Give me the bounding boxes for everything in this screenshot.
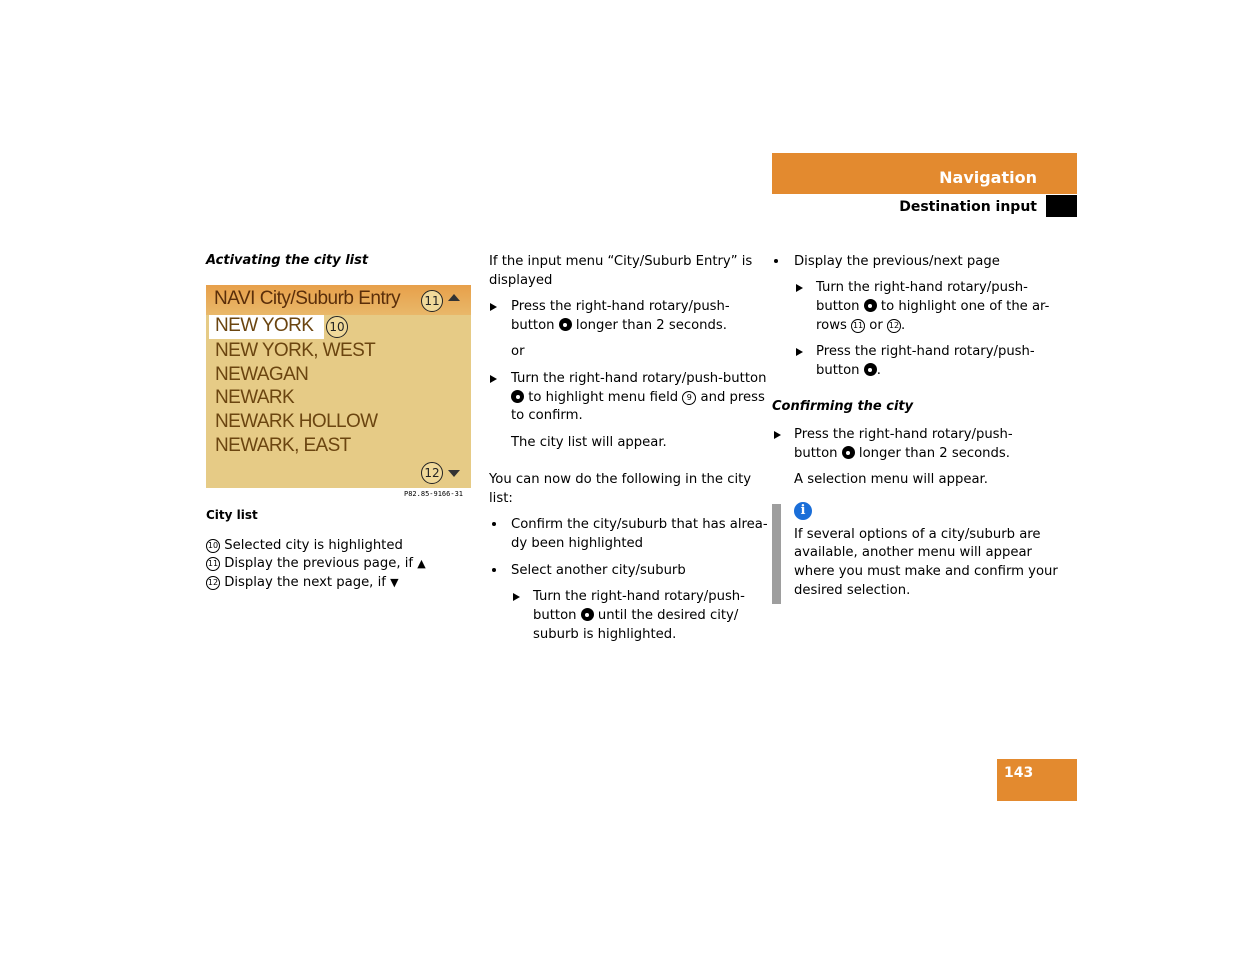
step-text: Turn the right-hand rotary/push-	[816, 280, 1028, 295]
step-text: Press the right-hand rotary/push-	[816, 344, 1035, 359]
rotary-knob-icon	[581, 608, 594, 621]
city-item: NEWARK HOLLOW	[215, 411, 378, 432]
figure-caption: City list	[206, 508, 258, 522]
body-text: list:	[489, 491, 513, 506]
header-tab-marker	[1046, 195, 1077, 217]
legend-item	[206, 573, 399, 592]
callout-number: 10	[206, 539, 220, 553]
body-text: You can now do the following in the city	[489, 472, 752, 487]
step-arrow-icon	[490, 303, 497, 311]
info-text: desired selection.	[794, 583, 911, 598]
step-text: button longer than 2 seconds.	[794, 446, 1010, 461]
rotary-knob-icon	[864, 363, 877, 376]
callout-number: 11	[206, 557, 220, 571]
step-text: button .	[816, 363, 881, 378]
bullet-icon	[774, 259, 778, 263]
callout-next-page: 12	[421, 462, 443, 484]
bullet-text: dy been highlighted	[511, 536, 643, 551]
heading-activating-city-list: Activating the city list	[206, 253, 369, 268]
step-text: Press the right-hand rotary/push-	[794, 427, 1013, 442]
step-text: button until the desired city/	[533, 608, 739, 623]
step-text: rows 11 or 12 .	[816, 318, 906, 333]
triangle-up-icon: ▲	[417, 557, 426, 570]
step-text: Turn the right-hand rotary/push-	[533, 589, 745, 604]
city-item: NEWAGAN	[215, 364, 309, 385]
rotary-knob-icon	[559, 318, 572, 331]
step-result: A selection menu will appear.	[794, 472, 988, 487]
screen-title: NAVI City/Suburb Entry	[214, 288, 401, 309]
page-number: 143	[1004, 765, 1034, 781]
city-list-screen	[206, 285, 471, 488]
subsection-title: Destination input	[899, 199, 1037, 215]
step-text: to confirm.	[511, 408, 583, 423]
city-item: NEWARK	[215, 387, 295, 408]
bullet-text: Select another city/suburb	[511, 563, 686, 578]
callout-previous-page: 11	[421, 290, 443, 312]
triangle-down-icon: ▼	[390, 576, 399, 589]
bullet-icon	[492, 568, 496, 572]
intro-line: displayed	[489, 273, 553, 288]
bullet-text: Display the previous/next page	[794, 254, 1000, 269]
intro-line: If the input menu “City/Suburb Entry” is	[489, 254, 753, 269]
callout-number: 9	[682, 391, 696, 405]
step-arrow-icon	[774, 431, 781, 439]
step-text: button longer than 2 seconds.	[511, 318, 727, 333]
callout-number: 11	[851, 319, 865, 333]
info-sidebar	[772, 504, 781, 604]
info-text: available, another menu will appear	[794, 545, 1032, 560]
legend-text: Display the previous page, if	[224, 556, 414, 571]
callout-selected-city: 10	[326, 316, 348, 338]
step-arrow-icon	[796, 284, 803, 292]
info-text: where you must make and confirm your	[794, 564, 1058, 579]
info-icon: i	[794, 502, 812, 520]
arrow-down-icon	[448, 470, 460, 477]
city-item: NEW YORK, WEST	[215, 340, 376, 361]
step-arrow-icon	[796, 348, 803, 356]
step-text: to highlight menu field 9 and press	[511, 388, 765, 407]
city-item: NEWARK, EAST	[215, 435, 351, 456]
legend-item	[206, 554, 426, 573]
legend-text: Display the next page, if	[224, 575, 386, 590]
callout-number: 12	[206, 576, 220, 590]
step-arrow-icon	[513, 593, 520, 601]
image-code: P82.85-9166-31	[404, 490, 464, 498]
rotary-knob-icon	[511, 390, 524, 403]
callout-number: 12	[887, 319, 901, 333]
city-item: NEW YORK	[215, 315, 314, 336]
rotary-knob-icon	[842, 446, 855, 459]
legend-item	[206, 536, 403, 555]
or-text: or	[511, 344, 525, 359]
step-text: suburb is highlighted.	[533, 627, 677, 642]
bullet-text: Confirm the city/suburb that has alrea-	[511, 517, 768, 532]
heading-confirming-city: Confirming the city	[772, 399, 914, 414]
bullet-icon	[492, 522, 496, 526]
step-text: Press the right-hand rotary/push-	[511, 299, 730, 314]
info-text: If several options of a city/suburb are	[794, 527, 1041, 542]
step-text: button to highlight one of the ar-	[816, 299, 1050, 314]
step-text: Turn the right-hand rotary/push-button	[511, 371, 767, 386]
legend-text: Selected city is highlighted	[224, 538, 403, 553]
section-title: Navigation	[939, 168, 1037, 187]
rotary-knob-icon	[864, 299, 877, 312]
step-arrow-icon	[490, 375, 497, 383]
arrow-up-icon	[448, 294, 460, 301]
step-result: The city list will appear.	[511, 435, 667, 450]
